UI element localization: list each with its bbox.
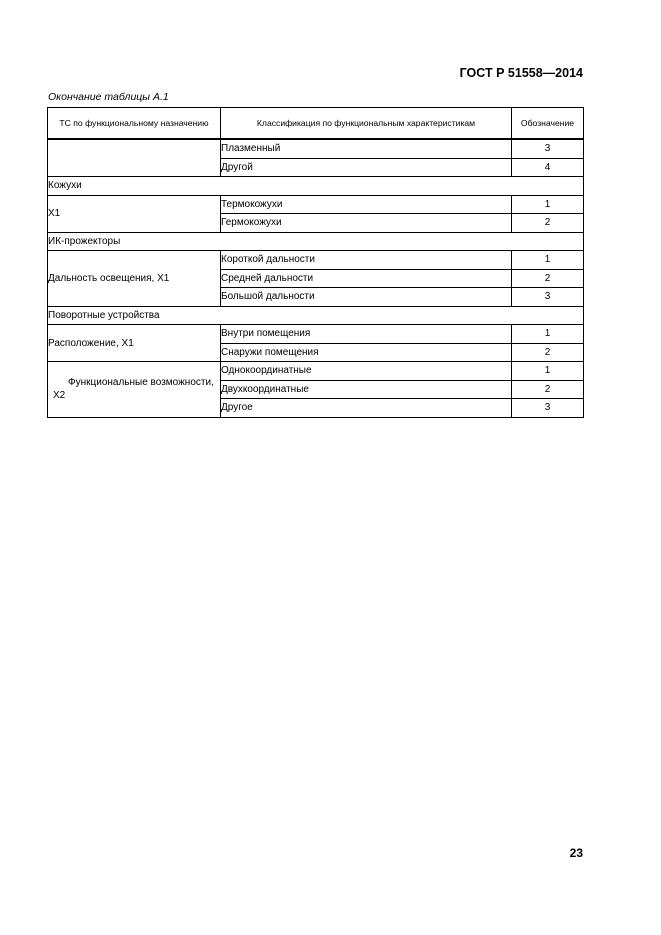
tc-cell: Расположение, X1 xyxy=(48,325,221,362)
classification-cell: Гермокожухи xyxy=(221,214,512,233)
designation-cell: 4 xyxy=(512,158,584,177)
standard-code: ГОСТ Р 51558—2014 xyxy=(459,66,583,80)
header-designation: Обозначение xyxy=(512,108,584,140)
tc-cell: Функциональные возможности, X2 xyxy=(48,362,221,418)
table-row xyxy=(48,251,584,270)
tc-cell-empty xyxy=(48,139,221,177)
classification-cell: Плазменный xyxy=(221,139,512,158)
group-heading: Поворотные устройства xyxy=(48,306,584,325)
classification-cell: Двухкоординатные xyxy=(221,380,512,399)
classification-cell: Большой дальности xyxy=(221,288,512,307)
group-heading: Кожухи xyxy=(48,177,584,196)
designation-cell: 2 xyxy=(512,269,584,288)
designation-cell: 3 xyxy=(512,139,584,158)
designation-cell: 1 xyxy=(512,195,584,214)
designation-cell: 3 xyxy=(512,288,584,307)
tc-cell: Дальность освещения, X1 xyxy=(48,251,221,307)
group-row xyxy=(48,177,584,196)
classification-cell: Термокожухи xyxy=(221,195,512,214)
page-number: 23 xyxy=(569,846,583,860)
tc-cell: X1 xyxy=(48,195,221,232)
table-header-row xyxy=(48,108,584,140)
table-row xyxy=(48,139,584,158)
group-row xyxy=(48,306,584,325)
classification-cell: Однокоординатные xyxy=(221,362,512,381)
designation-cell: 1 xyxy=(512,325,584,344)
table-caption: Окончание таблицы А.1 xyxy=(48,91,169,103)
header-classification: Классификация по функциональным характеристикам xyxy=(221,108,512,140)
classification-cell: Другой xyxy=(221,158,512,177)
designation-cell: 1 xyxy=(512,251,584,270)
classification-cell: Другое xyxy=(221,399,512,418)
designation-cell: 1 xyxy=(512,362,584,381)
classification-cell: Внутри помещения xyxy=(221,325,512,344)
group-row xyxy=(48,232,584,251)
classification-table xyxy=(47,107,584,418)
classification-cell: Снаружи помещения xyxy=(221,343,512,362)
header-tc: ТС по функциональному назначению xyxy=(48,108,221,140)
designation-cell: 2 xyxy=(512,214,584,233)
table-row xyxy=(48,195,584,214)
group-heading: ИК-прожекторы xyxy=(48,232,584,251)
designation-cell: 2 xyxy=(512,343,584,362)
designation-cell: 3 xyxy=(512,399,584,418)
table-row xyxy=(48,362,584,381)
table-row xyxy=(48,325,584,344)
designation-cell: 2 xyxy=(512,380,584,399)
classification-cell: Короткой дальности xyxy=(221,251,512,270)
classification-cell: Средней дальности xyxy=(221,269,512,288)
